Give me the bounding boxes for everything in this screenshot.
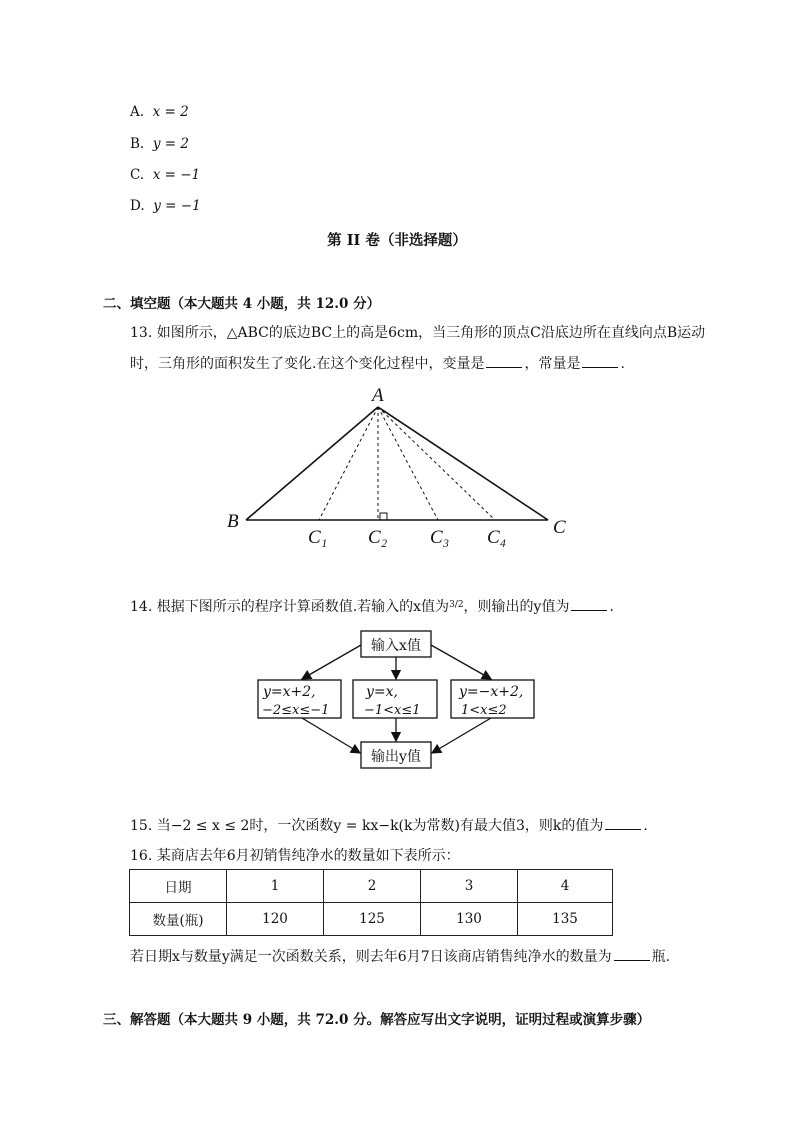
- arrow-left-to-output: [302, 718, 360, 753]
- label-b: B: [227, 511, 239, 532]
- answer-blank: [571, 598, 607, 611]
- table-cell: 2: [324, 870, 421, 903]
- option-letter: D.: [130, 198, 145, 214]
- label-c4: C₄: [487, 527, 507, 548]
- input-box: [361, 631, 431, 657]
- right-formula: y=−x+2,: [459, 684, 524, 700]
- left-formula: y=x+2,: [263, 684, 316, 700]
- label-a: A: [372, 385, 384, 406]
- mid-branch-box: [353, 680, 437, 718]
- option-letter: A.: [130, 104, 145, 120]
- q14-text: .: [609, 599, 614, 615]
- arrow-to-right: [431, 645, 491, 679]
- q13-text: ，常量是: [524, 356, 581, 372]
- arrow-right-to-output: [432, 718, 491, 753]
- answer-blank: [486, 355, 522, 368]
- mid-formula: y=x,: [366, 684, 398, 700]
- option-expression: x = 2: [152, 104, 189, 120]
- table-cell: 日期: [130, 870, 227, 903]
- label-c: C: [553, 517, 566, 538]
- option-d: [130, 198, 201, 214]
- input-label: 输入x值: [371, 638, 421, 654]
- table-cell: 120: [227, 903, 324, 936]
- segment-ac3: [378, 407, 438, 520]
- q14-text: ，则输出的y值为: [463, 599, 570, 615]
- section2-header: 二、填空题（本大题共 4 小题，共 12.0 分）: [103, 296, 381, 312]
- q15-text: .: [643, 818, 648, 834]
- option-a: [130, 104, 189, 120]
- right-range: 1<x≤2: [461, 703, 507, 718]
- answer-blank: [614, 948, 650, 961]
- arrow-to-left: [302, 645, 361, 679]
- q16-tail: [130, 946, 670, 966]
- option-letter: B.: [130, 136, 145, 152]
- segment-ac4: [378, 407, 495, 520]
- part2-title: 第 II 卷（非选择题）: [327, 232, 467, 249]
- segment-ac1: [319, 407, 378, 520]
- q16-text: 若日期x与数量y满足一次函数关系，则去年6月7日该商店销售纯净水的数量为: [130, 949, 612, 965]
- q13-text: .: [620, 356, 625, 372]
- q16-text: 瓶.: [651, 949, 671, 965]
- label-c3: C₃: [430, 527, 450, 548]
- side-ab: [246, 407, 378, 520]
- table-cell: 1: [227, 870, 324, 903]
- q14-text: 14. 根据下图所示的程序计算函数值.若输入的x值为: [130, 599, 450, 615]
- right-branch-box: [451, 680, 534, 718]
- q14-fraction: 3/2: [449, 600, 464, 610]
- table-cell: 3: [421, 870, 518, 903]
- output-label: 输出y值: [371, 749, 421, 765]
- option-expression: y = 2: [152, 136, 189, 152]
- q13-text: 时，三角形的面积发生了变化.在这个变化过程中，变量是: [130, 356, 485, 372]
- table-row: [130, 903, 613, 936]
- q13-line1: 13. 如图所示，△ABC的底边BC上的高是6cm，当三角形的顶点C沿底边所在直线向点B运动: [130, 325, 706, 341]
- option-b: [130, 136, 189, 152]
- option-c: [130, 167, 200, 183]
- q13-line2: [130, 353, 625, 373]
- label-c1: C₁: [308, 527, 328, 548]
- answer-blank: [605, 817, 641, 830]
- table-row: [130, 870, 613, 903]
- option-expression: y = −1: [153, 198, 201, 214]
- label-c2: C₂: [368, 527, 388, 548]
- left-branch-box: [258, 680, 341, 718]
- right-angle-mark: [380, 513, 387, 520]
- option-expression: x = −1: [152, 167, 201, 183]
- q16-line: 16. 某商店去年6月初销售纯净水的数量如下表所示：: [130, 848, 460, 864]
- table-cell: 135: [518, 903, 613, 936]
- mid-range: −1<x≤1: [364, 703, 421, 718]
- option-letter: C.: [130, 167, 145, 183]
- table-cell: 125: [324, 903, 421, 936]
- left-range: −2≤x≤−1: [262, 703, 330, 718]
- q14-line: [130, 596, 614, 616]
- table-cell: 数量(瓶): [130, 903, 227, 936]
- q15-text: 15. 当−2 ≤ x ≤ 2时，一次函数y = kx−k(k为常数)有最大值3，则k的值为: [130, 818, 604, 834]
- q15-line: [130, 815, 648, 835]
- side-ac: [378, 407, 548, 520]
- table-cell: 4: [518, 870, 613, 903]
- output-box: [361, 742, 431, 768]
- table-cell: 130: [421, 903, 518, 936]
- answer-blank: [582, 355, 618, 368]
- section3-header: 三、解答题（本大题共 9 小题，共 72.0 分。解答应写出文字说明，证明过程或演算步骤）: [103, 1012, 651, 1028]
- sales-table: [129, 869, 613, 936]
